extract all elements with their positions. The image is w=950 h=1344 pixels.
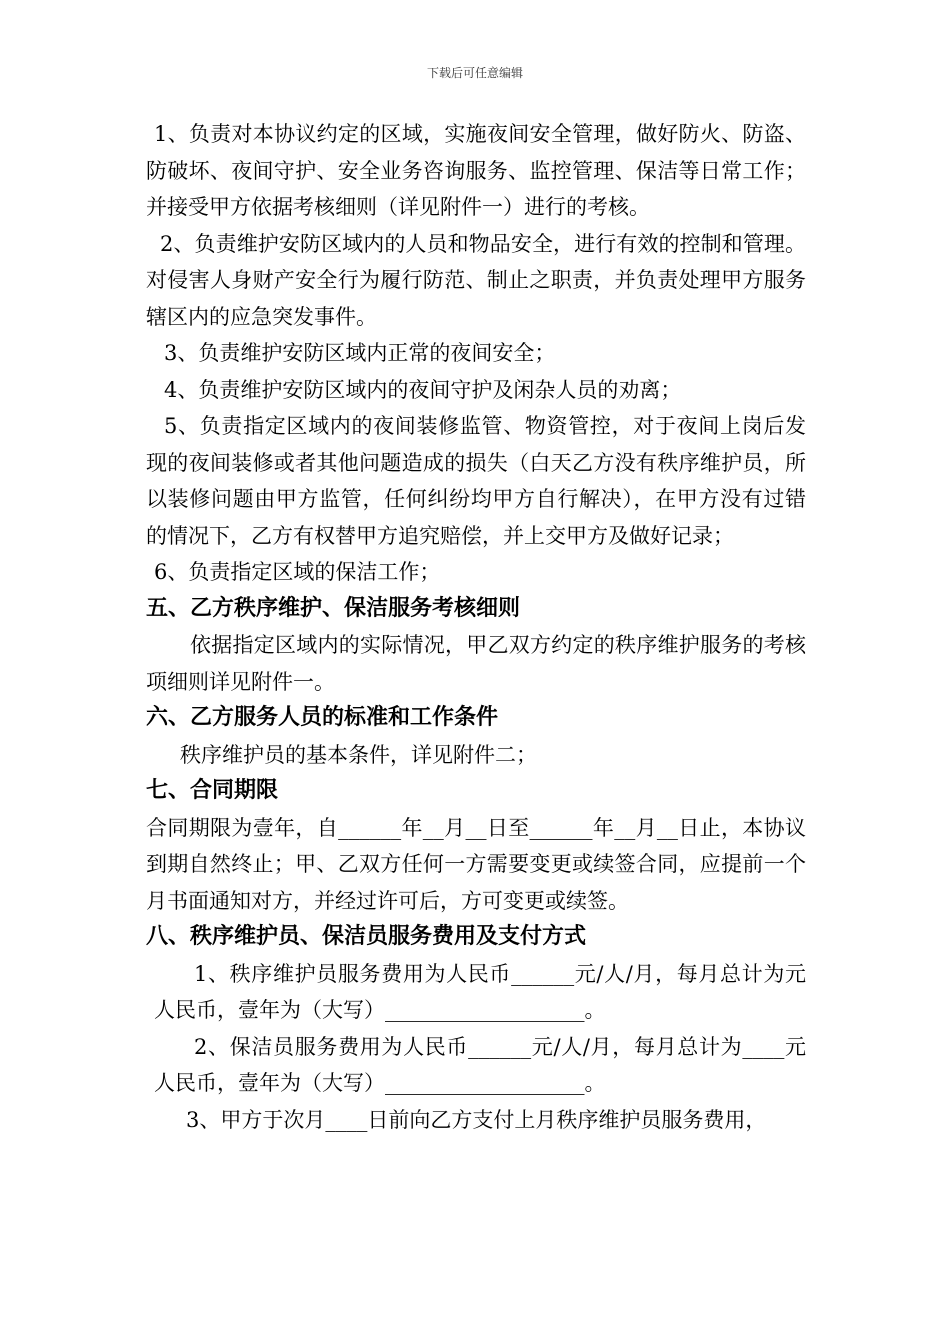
clause-6: 6、负责指定区域的保洁工作； xyxy=(154,560,441,584)
clause-4: 4、负责维护安防区域内的夜间守护及闲杂人员的劝离； xyxy=(164,377,682,402)
section-5-body: 依据指定区域内的实际情况，甲乙双方约定的秩序维护服务的考核项细则详见附件一。 xyxy=(146,633,806,694)
fee-clause-1: 1、秩序维护员服务费用为人民币______元/人/月，每月总计为元人民币，壹年为（大写）___________________。 xyxy=(154,961,806,1022)
fee-clause-2: 2、保洁员服务费用为人民币______元/人/月，每月总计为____元人民币，壹年为（大写）___________________。 xyxy=(154,1034,806,1095)
section-6-body: 秩序维护员的基本条件，详见附件二； xyxy=(180,742,537,767)
section-heading-6: 六、乙方服务人员的标准和工作条件 xyxy=(146,705,499,730)
section-7-body: 合同期限为壹年，自______年__月__日至______年__月__日止，本协议到期自然终止；甲、乙双方任何一方需要变更或续签合同，应提前一个月书面通知对方，并经过许可后，方可变更或续签。 xyxy=(146,815,806,913)
clause-1: 1、负责对本协议约定的区域，实施夜间安全管理，做好防火、防盗、防破坏、夜间守护、安全业务咨询服务、监控管理、保洁等日常工作；并接受甲方依据考核细则（详见附件一）进行的考核。 xyxy=(146,122,806,219)
section-heading-8: 八、秩序维护员、保洁员服务费用及支付方式 xyxy=(146,924,587,949)
fee-clause-3: 3、甲方于次月____日前向乙方支付上月秩序维护员服务费用， xyxy=(186,1107,767,1132)
clause-2: 2、负责维护安防区域内的人员和物品安全，进行有效的控制和管理。对侵害人身财产安全行为履行防范、制止之职责，并负责处理甲方服务辖区内的应急突发事件。 xyxy=(146,231,806,329)
section-heading-7: 七、合同期限 xyxy=(146,778,279,803)
clause-5: 5、负责指定区域内的夜间装修监管、物资管控，对于夜间上岗后发现的夜间装修或者其他问题造成的损失（白天乙方没有秩序维护员，所以装修问题由甲方监管，任何纠纷均甲方自行解决），在甲方没有过错的情况下，乙方有权替甲方追究赔偿，并上交甲方及做好记录； xyxy=(146,414,806,548)
clause-3: 3、负责维护安防区域内正常的夜间安全； xyxy=(164,341,556,365)
page-header: 下载后可任意编辑 xyxy=(426,66,523,80)
section-heading-5: 五、乙方秩序维护、保洁服务考核细则 xyxy=(146,595,521,621)
document-body xyxy=(146,116,806,1138)
